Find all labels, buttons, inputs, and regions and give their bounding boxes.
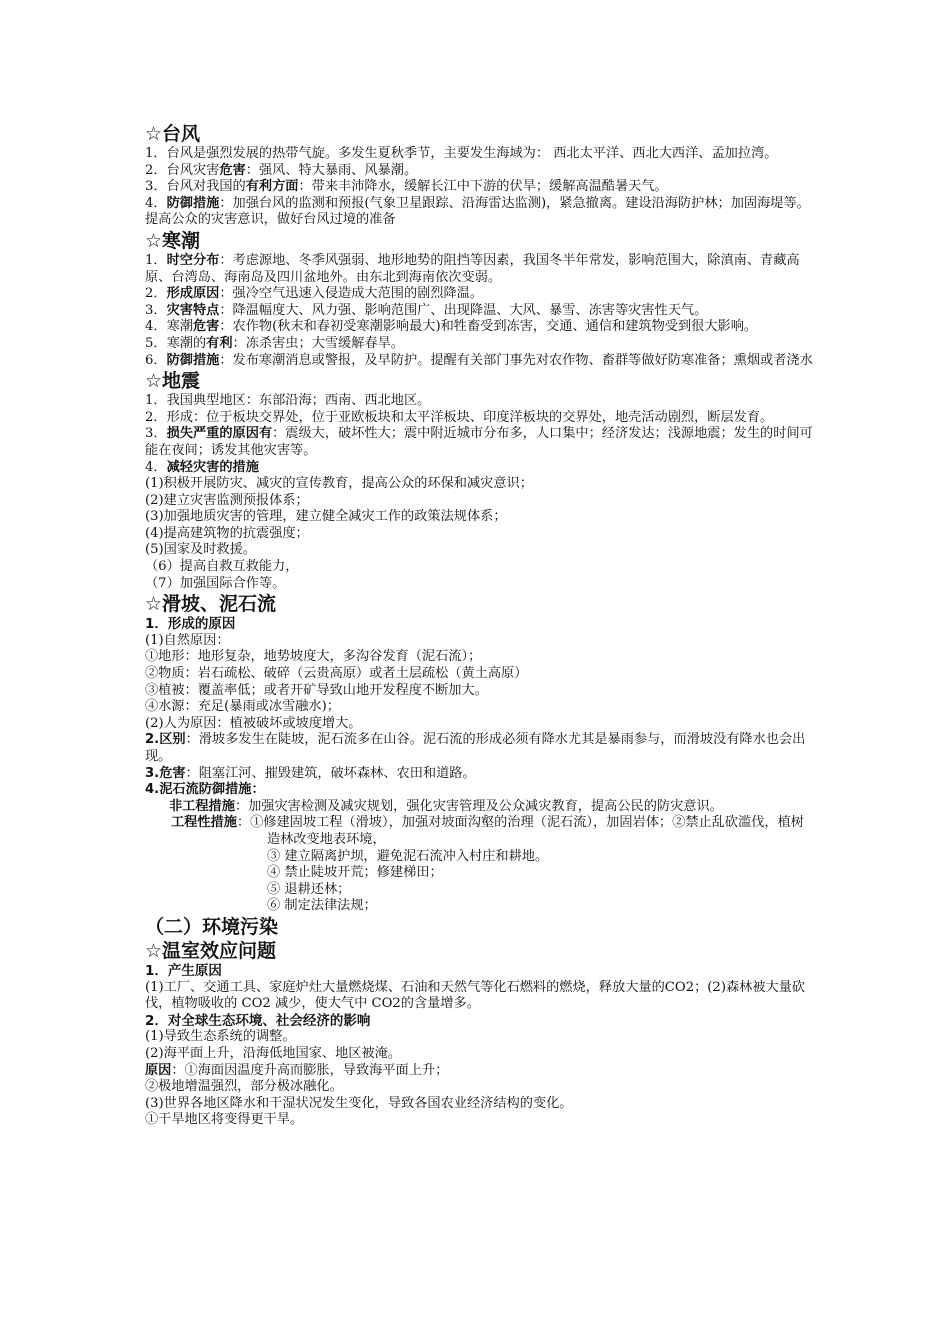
bold-term: 灾害特点: [166, 302, 220, 318]
list-item: （7）加强国际合作等。: [145, 575, 286, 591]
paragraph: 4．减轻灾害的措施: [145, 459, 259, 475]
list-item: (1)积极开展防灾、减灾的宣传教育，提高公众的环保和减灾意识；: [145, 476, 533, 492]
paragraph: 2．形成原因：强冷空气迅速入侵造成大范围的剧烈降温。: [145, 286, 484, 302]
paragraph: 2．形成：位于板块交界处，位于亚欧板块和太平洋板块、印度洋板块的交界处，地壳活动剧烈，断层发育。: [145, 409, 774, 425]
paragraph: 1．时空分布：考虑源地、冬季风强弱、地形地势的阻挡等因素，我国冬半年常发，影响范围大，除滇南、青藏高原、台湾岛、海南岛及四川盆地外。由东北到海南依次变弱。: [145, 252, 800, 285]
list-item: (5)国家及时救援。: [145, 542, 256, 558]
list-item: (2)海平面上升，沿海低地国家、地区被淹。: [145, 1045, 402, 1061]
list-item: (3)加强地质灾害的管理，建立健全减灾工作的政策法规体系；: [145, 509, 507, 525]
bold-term: 危害: [159, 765, 186, 781]
paragraph: 1．我国典型地区：东部沿海；西南、西北地区。: [145, 393, 431, 409]
section-title-earthquake: ☆地震: [145, 370, 201, 393]
paragraph: 4.泥石流防御措施：: [145, 782, 265, 798]
paragraph: 6．防御措施：发布寒潮消息或警报，及早防护。提醒有关部门事先对农作物、畜群等做好防寒准备；熏烟或者浇水: [145, 352, 813, 368]
list-item: ①干旱地区将变得更干旱。: [145, 1112, 304, 1128]
bold-term: 形成原因: [166, 286, 220, 302]
paragraph: 4．防御措施：加强台风的监测和预报(气象卫星跟踪、沿海雷达监测)，紧急撤离。建设沿海防护林；加固海堤等。提高公众的灾害意识，做好台风过境的准备: [145, 195, 810, 228]
paragraph: 1．台风是强烈发展的热带气旋。多发生夏秋季节，主要发生海域为： 西北太平洋、西北大西洋、孟加拉湾。: [145, 146, 778, 161]
paragraph: 2.区别：滑坡多发生在陡坡，泥石流多在山谷。泥石流的形成必须有降水尤其是暴雨参与，而滑坡没有降水也会出现。: [145, 732, 806, 764]
paragraph: 非工程措施：加强灾害检测及减灾规划，强化灾害管理及公众减灾教育，提高公民的防灾意识。: [169, 798, 723, 814]
subheading: 1．形成的原因: [145, 616, 236, 633]
bold-term: 工程性措施: [171, 815, 237, 831]
subheading: 1．产生原因: [145, 962, 222, 979]
list-item: （6）提高自救互救能力，: [145, 559, 299, 575]
bold-term: 危害: [219, 162, 246, 178]
subheading: 2．对全球生态环境、社会经济的影响: [145, 1012, 371, 1029]
list-item: ③植被：覆盖率低；或者开矿导致山地开发程度不断加大。: [145, 682, 488, 698]
bold-term: 区别: [159, 732, 186, 748]
list-item: ②极地增温强烈，部分极冰融化。: [145, 1079, 343, 1095]
section-title-coldwave: ☆寒潮: [145, 229, 201, 252]
paragraph: 工程性措施：①修建固坡工程（滑坡），加强对坡面沟壑的治理（泥石流），加固岩体；②禁止乱砍滥伐，植树造林改变地表环境，: [171, 815, 804, 847]
bold-term: 危害: [192, 319, 220, 335]
paragraph: 4．寒潮危害：农作物(秋末和春初受寒潮影响最大)和牲畜受到冻害，交通、通信和建筑物受到很大影响。: [145, 319, 758, 335]
list-item: ⑥ 制定法律法规；: [267, 898, 377, 914]
bold-term: 泥石流防御措施: [159, 782, 252, 798]
bold-term: 减轻灾害的措施: [166, 459, 259, 475]
list-item: ④水源：充足(暴雨或冰雪融水)；: [145, 699, 340, 715]
list-item: (2)建立灾害监测预报体系；: [145, 492, 309, 508]
list-item: 原因：①海面因温度升高而膨胀，导致海平面上升；: [145, 1062, 449, 1078]
document-page: [145, 122, 813, 1129]
list-item: ①地形：地形复杂，地势坡度大，多沟谷发育（泥石流）；: [145, 649, 482, 665]
list-item: ⑤ 退耕还林；: [267, 881, 351, 897]
list-item: (3)世界各地区降水和干湿状况发生变化，导致各国农业经济结构的变化。: [145, 1095, 573, 1111]
paragraph: 5．寒潮的有利：冻杀害虫；大雪缓解春旱。: [145, 335, 404, 351]
bold-term: 有利方面: [245, 179, 299, 195]
list-item: (1)导致生态系统的调整。: [145, 1029, 296, 1045]
list-item: (2)人为原因：植被破坏或坡度增大。: [145, 715, 362, 731]
bold-term: 时空分布: [166, 252, 220, 268]
paragraph: 3．损失严重的原因有：震级大，破坏性大；震中附近城市分布多，人口集中；经济发达；浅源地震；发生的时间可能在夜间；诱发其他灾害等。: [145, 426, 813, 458]
section-title-landslide: ☆滑坡、泥石流: [145, 593, 277, 616]
list-item: ②物质：岩石疏松、破碎（云贵高原）或者土层疏松（黄土高原）: [145, 666, 528, 682]
list-item: ③ 建立隔离护坝，避免泥石流冲入村庄和耕地。: [267, 848, 549, 864]
bold-term: 原因: [145, 1062, 172, 1078]
section-title-pollution: （二）环境污染: [145, 915, 279, 938]
paragraph: (1)工厂、交通工具、家庭炉灶大量燃烧煤、石油和天然气等化石燃料的燃烧，释放大量的CO2；(2)森林被大量砍伐，植物吸收的 CO2 减少，使大气中 CO2的含量增多。: [145, 979, 806, 1012]
bold-term: 非工程措施: [169, 798, 235, 814]
bold-term: 防御措施: [166, 352, 220, 368]
list-item: ④ 禁止陡坡开荒；修建梯田；: [267, 865, 443, 881]
list-item: (4)提高建筑物的抗震强度；: [145, 525, 309, 541]
section-title-typhoon: ☆台风: [145, 123, 201, 145]
paragraph: 3．灾害特点：降温幅度大、风力强、影响范围广、出现降温、大风、暴雪、冻害等灾害性天气。: [145, 302, 708, 318]
bold-term: 损失严重的原因有: [166, 426, 273, 442]
paragraph: 2．台风灾害危害：强风、特大暴雨、风暴潮。: [145, 162, 418, 178]
section-title-greenhouse: ☆温室效应问题: [145, 939, 277, 962]
bold-term: 防御措施: [166, 195, 220, 211]
paragraph: 3.危害：阻塞江河、摧毁建筑，破坏森林、农田和道路。: [145, 765, 476, 781]
list-item: (1)自然原因：: [145, 632, 230, 648]
paragraph: 3．台风对我国的有利方面：带来丰沛降水，缓解长江中下游的伏旱；缓解高温酷暑天气。: [145, 179, 668, 195]
bold-term: 有利: [206, 335, 233, 351]
